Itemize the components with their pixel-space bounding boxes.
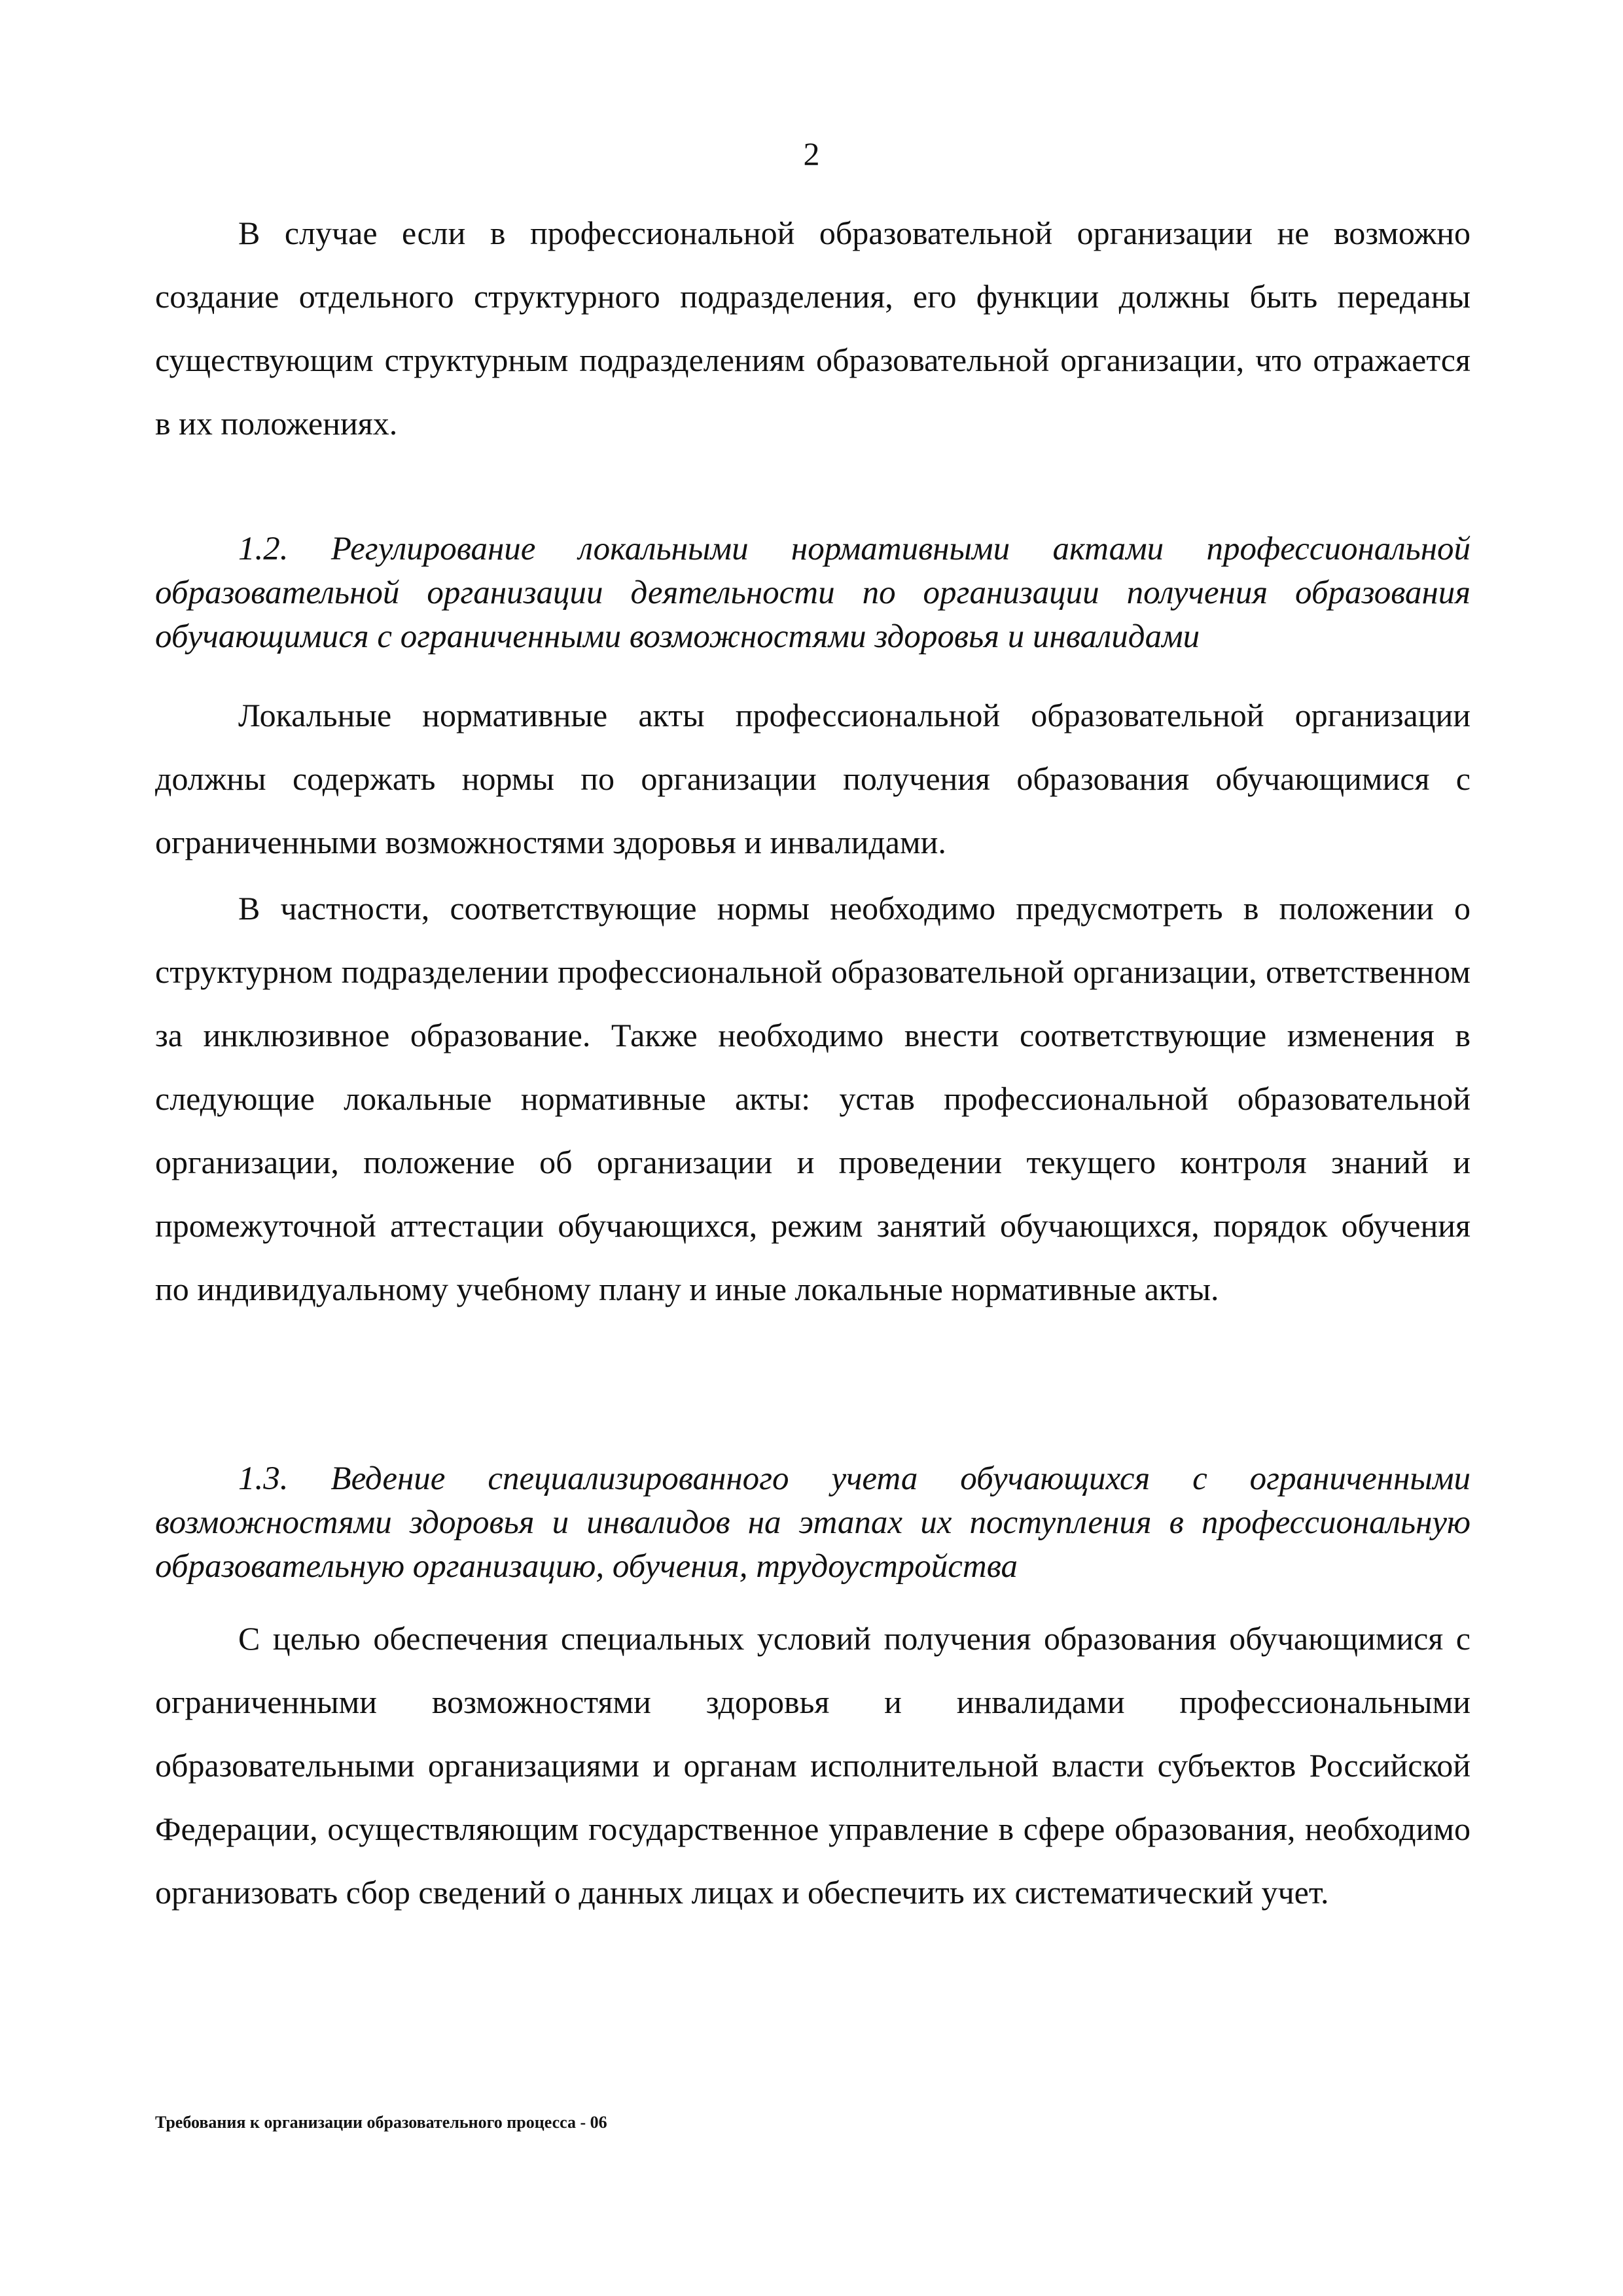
page-footer: Требования к организации образовательного процесса - 06 — [155, 2113, 607, 2132]
paragraph-local-acts-norms: Локальные нормативные акты профессиональной образовательной организации должны содержать нормы по организации получения образования обучающимися с ограниченными возможностями здоровья и инвалидами. — [155, 697, 1471, 860]
section-heading-1-3: 1.3. Ведение специализированного учета обучающихся с ограниченными возможностями здоровья и инвалидов на этапах их поступления в профессиональную образовательную организацию, обучения, трудоустройства — [155, 1460, 1471, 1585]
paragraph-local-acts-details: В частности, соответствующие нормы необходимо предусмотреть в положении о структурном подразделении профессиональной образовательной организации, ответственном за инклюзивное образование. Также необходимо внести соответствующие изменения в следующие локальные нормативные акты: устав профессиональной образовательной организации, положение об организации и проведении текущего контроля знаний и промежуточной аттестации обучающихся, режим занятий обучающихся, порядок обучения по индивидуальному учебному плану и иные локальные нормативные акты. — [155, 890, 1471, 1307]
page-number: 2 — [803, 135, 820, 172]
paragraph-structural-unit-functions: В случае если в профессиональной образовательной организации не возможно создание отдельного структурного подразделения, его функции должны быть переданы существующим структурным подразделениям образовательной организации, что отражается в их положениях. — [155, 215, 1471, 442]
section-heading-1-2: 1.2. Регулирование локальными нормативными актами профессиональной образовательной организации деятельности по организации получения образования обучающимися с ограниченными возможностями здоровья и инвалидами — [155, 531, 1471, 655]
paragraph-specialized-accounting: С целью обеспечения специальных условий получения образования обучающимися с ограниченными возможностями здоровья и инвалидами профессиональными образовательными организациями и органам исполнительной власти субъектов Российской Федерации, осуществляющим государственное управление в сфере образования, необходимо организовать сбор сведений о данных лицах и обеспечить их систематический учет. — [155, 1620, 1471, 1911]
